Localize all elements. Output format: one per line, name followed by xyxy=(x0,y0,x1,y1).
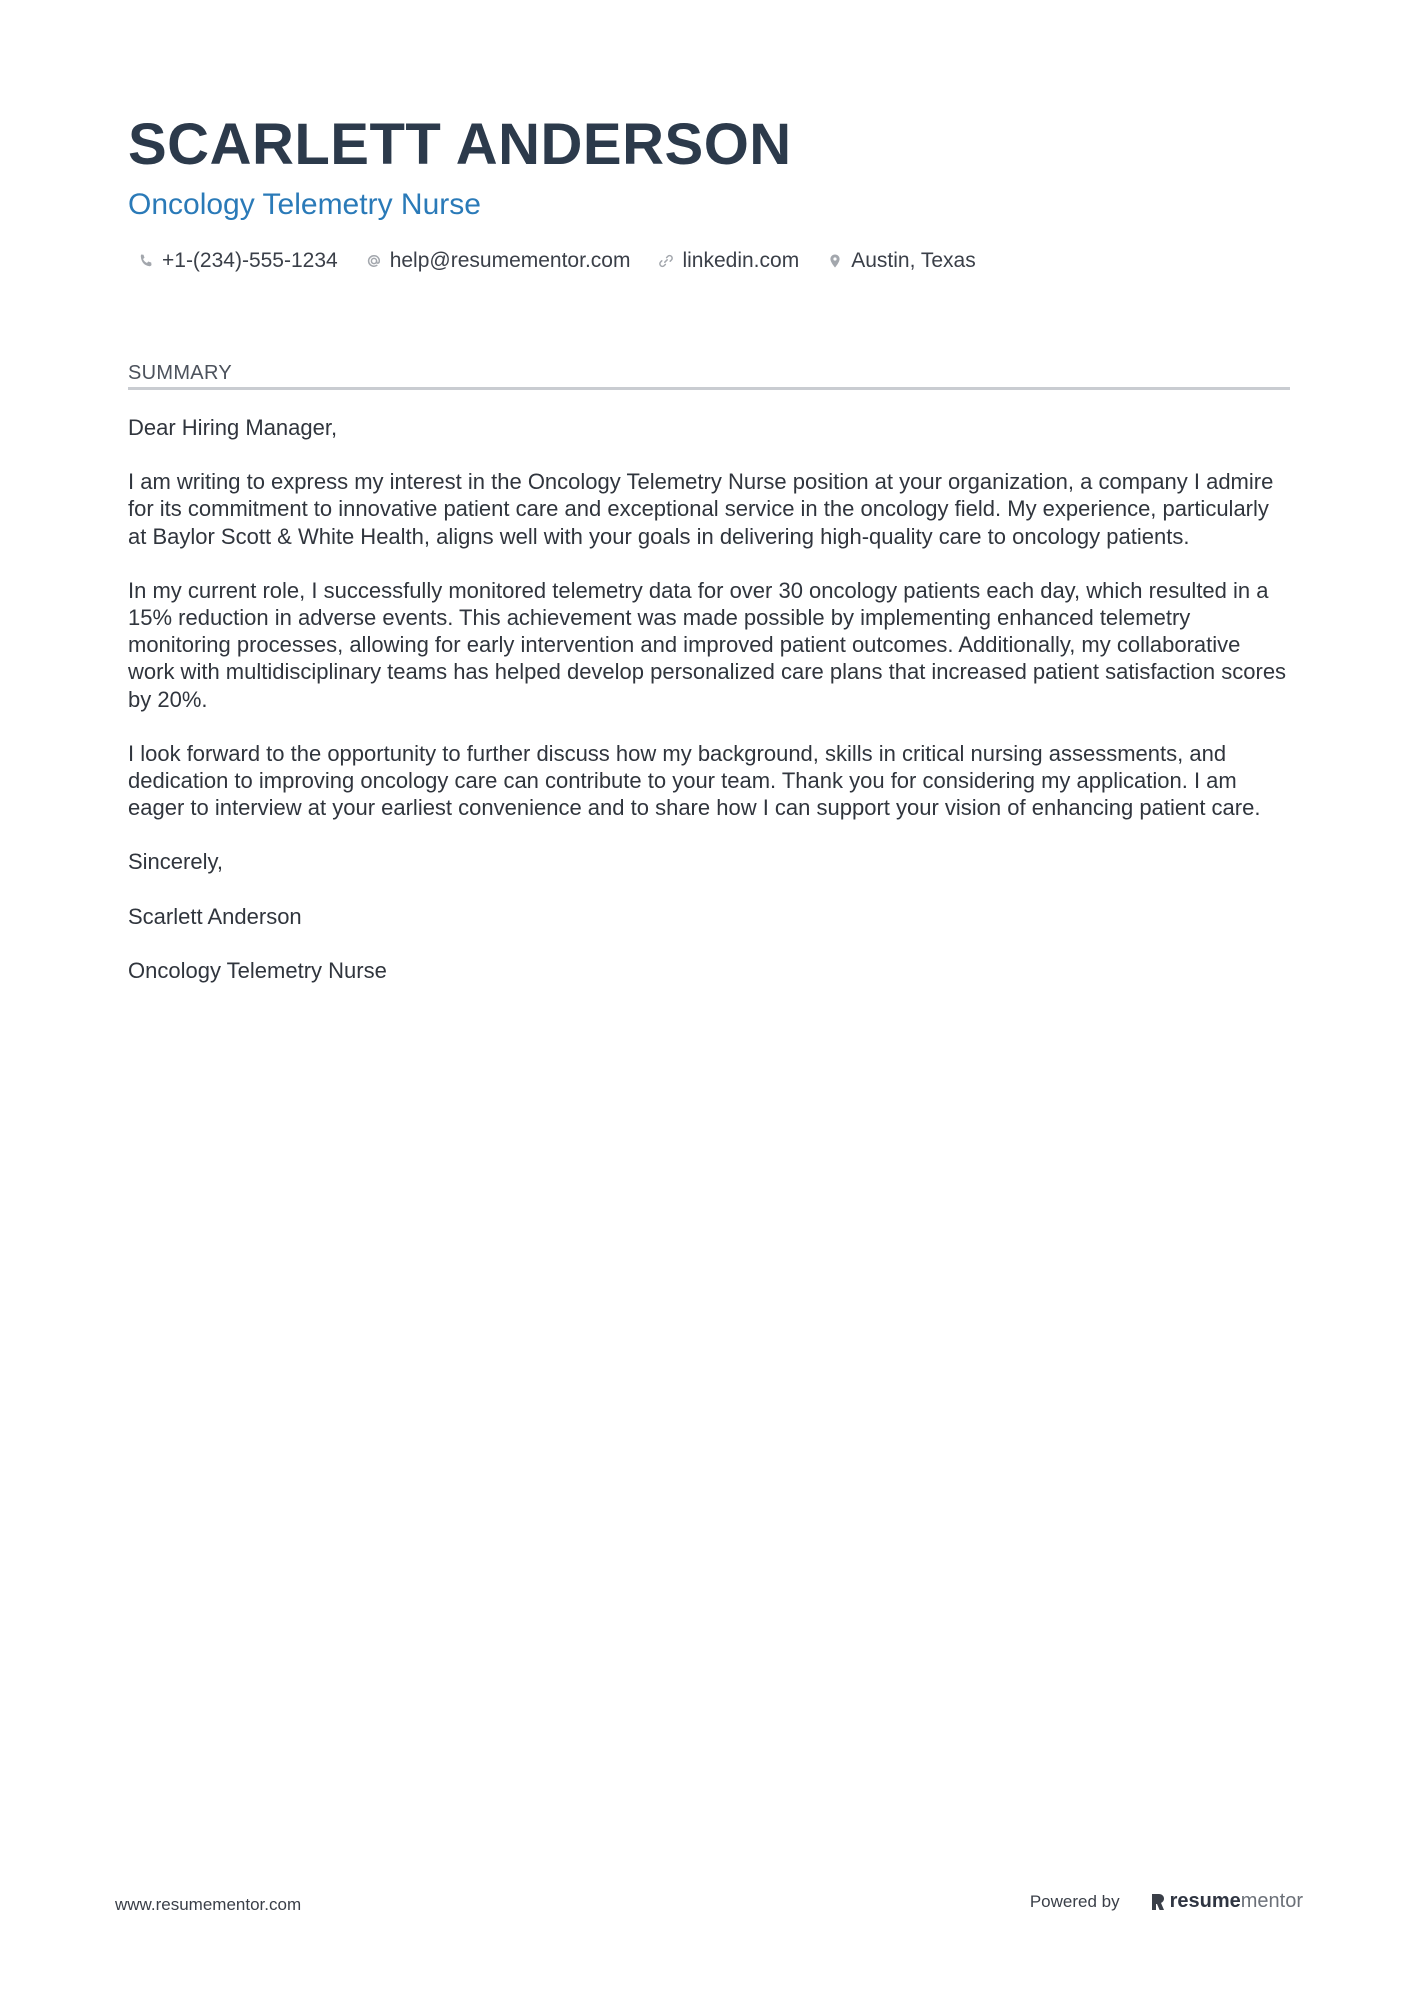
brand-word-strong: resume xyxy=(1169,1890,1241,1912)
section-divider xyxy=(128,387,1290,390)
powered-by-label: Powered by xyxy=(1029,1891,1120,1911)
body-paragraph-1: I am writing to express my interest in the Oncology Telemetry Nurse position at your organization, a company I admire for its commitment to innovative patient care and exceptional service in the oncology field. My experience, particularly at Baylor Scott & White Health, aligns well with your goals in delivering high-quality care to oncology patients. xyxy=(128,469,1274,549)
email-text: help@resumementor.com xyxy=(389,249,631,272)
brand-word-light: mentor xyxy=(1240,1890,1303,1912)
candidate-name: SCARLETT ANDERSON xyxy=(128,112,792,177)
linkedin-text: linkedin.com xyxy=(682,249,800,272)
phone-text: +1-(234)-555-1234 xyxy=(162,249,338,272)
signature-name: Scarlett Anderson xyxy=(128,903,302,929)
resumementor-logo[interactable] xyxy=(1150,1890,1303,1913)
job-title: Oncology Telemetry Nurse xyxy=(128,188,481,221)
link-icon xyxy=(656,251,676,271)
body-paragraph-3: I look forward to the opportunity to further discuss how my background, skills in critical nursing assessments, and dedication to improving oncology care can contribute to your team. Thank you for considering my application. I am eager to interview at your earliest convenience and to share how I can support your vision of enhancing patient care. xyxy=(128,740,1261,821)
phone-icon xyxy=(136,251,156,271)
footer-website-link[interactable]: www.resumementor.com xyxy=(115,1895,302,1914)
resumementor-mark-icon xyxy=(1150,1892,1166,1912)
contact-location xyxy=(825,246,976,276)
closing: Sincerely, xyxy=(128,849,223,875)
contact-email xyxy=(364,246,631,276)
salutation: Dear Hiring Manager, xyxy=(128,415,338,440)
letter-body xyxy=(128,414,1290,1011)
contact-linkedin xyxy=(656,246,799,276)
signature-title: Oncology Telemetry Nurse xyxy=(128,957,387,983)
contact-phone xyxy=(136,246,338,276)
location-text: Austin, Texas xyxy=(851,249,976,272)
footer-branding xyxy=(1030,1890,1303,1913)
contact-row xyxy=(136,246,1002,276)
location-pin-icon xyxy=(825,251,845,271)
at-icon xyxy=(364,251,384,271)
section-heading-summary: SUMMARY xyxy=(128,362,232,384)
body-paragraph-2: In my current role, I successfully monitored telemetry data for over 30 oncology patients each day, which resulted in a 15% reduction in adverse events. This achievement was made possible by implementing enhanced telemetry monitoring processes, allowing for early intervention and improved patient outcomes. Additionally, my collaborative work with multidisciplinary teams has helped develop personalized care plans that increased patient satisfaction scores by 20%. xyxy=(128,577,1287,712)
